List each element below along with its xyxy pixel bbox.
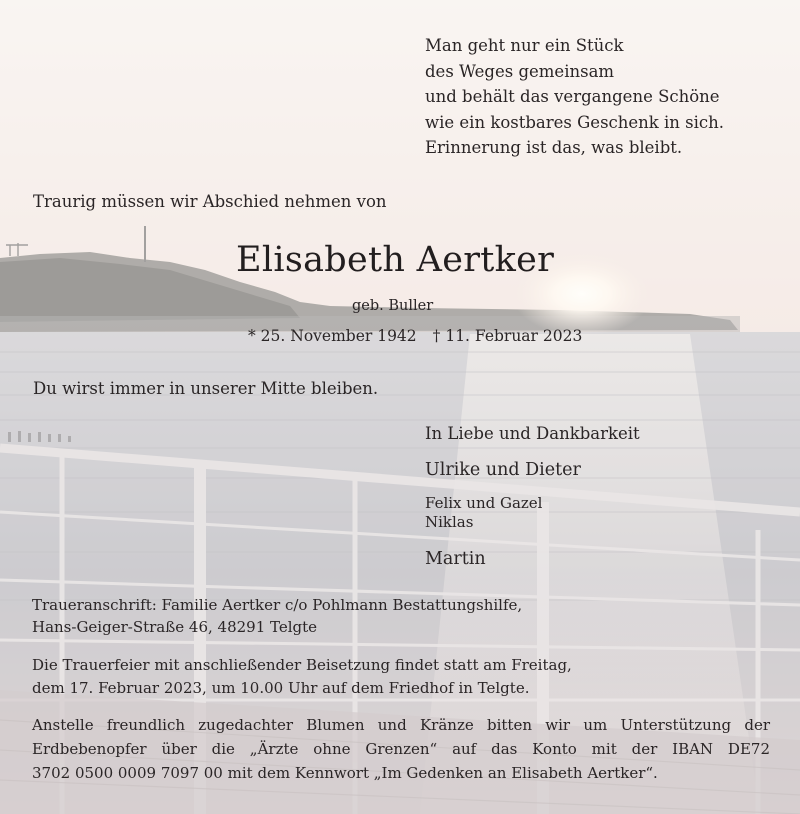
poem	[425, 33, 724, 161]
mourners-grandchildren	[425, 494, 542, 532]
poem-line: und behält das vergangene Schöne	[425, 87, 720, 106]
maiden-name: geb. Buller	[352, 298, 434, 314]
birth-date: * 25. November 1942	[248, 327, 417, 345]
poem-line: wie ein kostbares Geschenk in sich.	[425, 112, 725, 132]
donation-line: Anstelle freundlich zugedachter Blumen und Kränze bitten wir um Unterstützung der	[32, 716, 770, 734]
farewell-intro: Traurig müssen wir Abschied nehmen von	[33, 192, 387, 211]
mourning-address-line: Hans-Geiger-Straße 46, 48291 Telgte	[32, 618, 318, 636]
mourning-address-line: Traueranschrift: Familie Aertker c/o Pohlmann Bestattungshilfe,	[32, 596, 523, 614]
poem-line: des Weges gemeinsam	[425, 61, 615, 81]
mourners-line: Martin	[425, 549, 486, 569]
mourners-intro: In Liebe und Dankbarkeit	[425, 424, 640, 443]
mourners-line: Felix und Gazel	[425, 494, 543, 512]
ceremony-line: dem 17. Februar 2023, um 10.00 Uhr auf dem Friedhof in Telgte.	[32, 679, 530, 697]
poem-line: Man geht nur ein Stück	[425, 36, 624, 55]
motto: Du wirst immer in unserer Mitte bleiben.	[33, 379, 379, 398]
mourners-line: Niklas	[425, 513, 474, 531]
life-dates	[248, 327, 582, 345]
ceremony-line: Die Trauerfeier mit anschließender Beisetzung findet statt am Freitag,	[32, 656, 572, 674]
mourners-line: Ulrike und Dieter	[425, 460, 581, 480]
donation-line: Erdbebenopfer über die „Ärzte ohne Grenzen“ auf das Konto mit der IBAN DE72	[32, 740, 770, 758]
death-date: † 11. Februar 2023	[432, 327, 583, 345]
donation-line: 3702 0500 0009 7097 00 mit dem Kennwort „Im Gedenken an Elisabeth Aertker“.	[32, 764, 658, 782]
poem-line: Erinnerung ist das, was bleibt.	[425, 138, 683, 157]
deceased-name: Elisabeth Aertker	[236, 240, 555, 280]
